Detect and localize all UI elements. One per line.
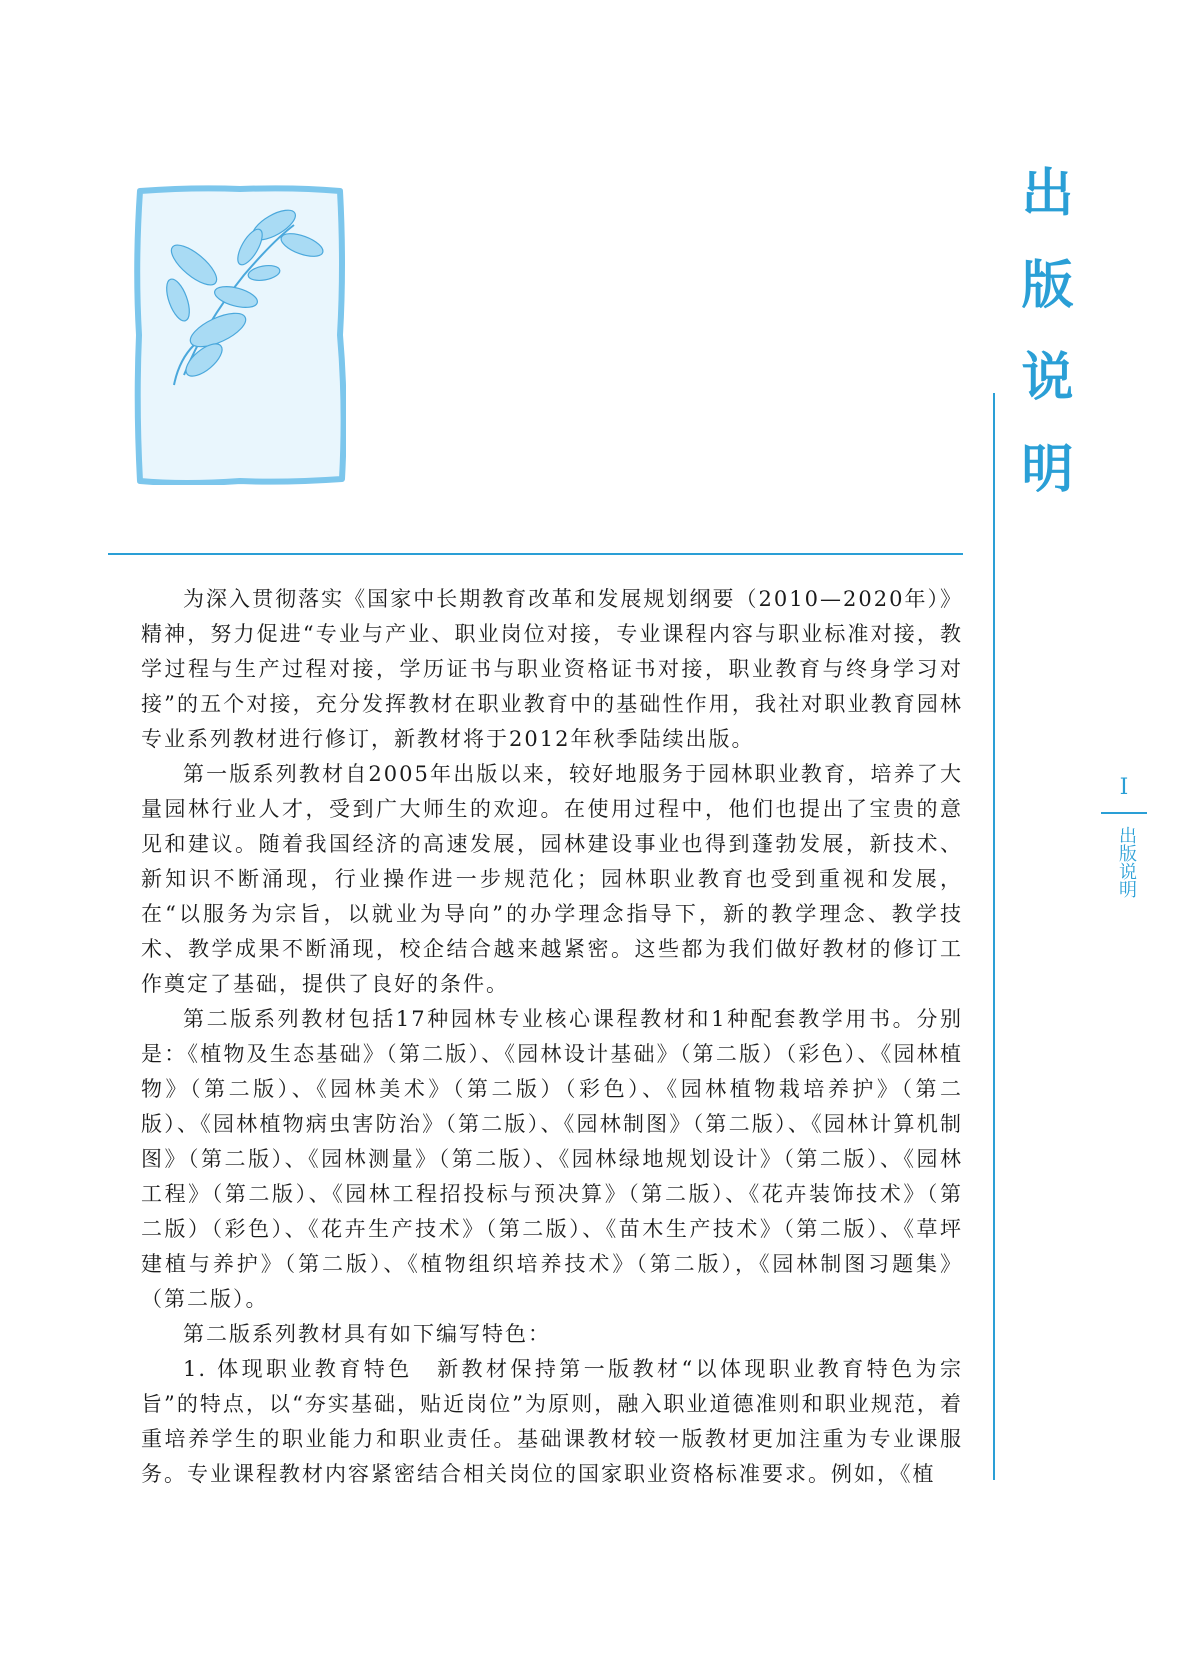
paragraph: 为深入贯彻落实《国家中长期教育改革和发展规划纲要（2010—2020年）》精神，努力促进“专业与产业、职业岗位对接，专业课程内容与职业标准对接，教学过程与生产过程对接，学历证书与职业资格证书对接，职业教育与终身学习对接”的五个对接，充分发挥教材在职业教育中的基础性作用，我社对职业教育园林专业系列教材进行修订，新教材将于2012年秋季陆续出版。 [141, 587, 963, 751]
paragraph: 第一版系列教材自2005年出版以来，较好地服务于园林职业教育，培养了大量园林行业人才，受到广大师生的欢迎。在使用过程中，他们也提出了宝贵的意见和建议。随着我国经济的高速发展，园林建设事业也得到蓬勃发展，新技术、新知识不断涌现，行业操作进一步规范化；园林职业教育也受到重视和发展，在“以服务为宗旨，以就业为导向”的办学理念指导下，新的教学理念、教学技术、教学成果不断涌现，校企结合越来越紧密。这些都为我们做好教材的修订工作奠定了基础，提供了良好的条件。 [141, 762, 963, 996]
side-section-tag: 出版说明 [1116, 826, 1137, 898]
body-text [141, 582, 963, 1492]
paragraph: 1. 体现职业教育特色 新教材保持第一版教材“以体现职业教育特色为宗旨”的特点，以“夯实基础，贴近岗位”为原则，融入职业道德准则和职业规范，着重培养学生的职业能力和职业责任。基础课教材较一版教材更加注重为专业课服务。专业课程教材内容紧密结合相关岗位的国家职业资格标准要求。例如，《植 [141, 1357, 963, 1486]
paragraph: 第二版系列教材具有如下编写特色： [183, 1322, 551, 1346]
paragraph: 第二版系列教材包括17种园林专业核心课程教材和1种配套教学用书。分别是：《植物及生态基础》（第二版）、《园林设计基础》（第二版）（彩色）、《园林植物》（第二版）、《园林美术》（第二版）（彩色）、《园林植物栽培养护》（第二版）、《园林植物病虫害防治》（第二版）、《园林制图》（第二版）、《园林计算机制图》（第二版）、《园林测量》（第二版）、《园林绿地规划设计》（第二版）、《园林工程》（第二版）、《园林工程招投标与预决算》（第二版）、《花卉装饰技术》（第二版）（彩色）、《花卉生产技术》（第二版）、《苗木生产技术》（第二版）、《草坪建植与养护》（第二版）、《植物组织培养技术》（第二版），《园林制图习题集》（第二版）。 [141, 1007, 963, 1311]
side-divider [993, 393, 995, 1480]
section-title: 出版说明 [1012, 165, 1072, 533]
page-number: I [1119, 775, 1129, 800]
page-number-rule [1101, 812, 1147, 814]
header-divider [108, 553, 963, 555]
plant-sprig-illustration [134, 185, 346, 485]
